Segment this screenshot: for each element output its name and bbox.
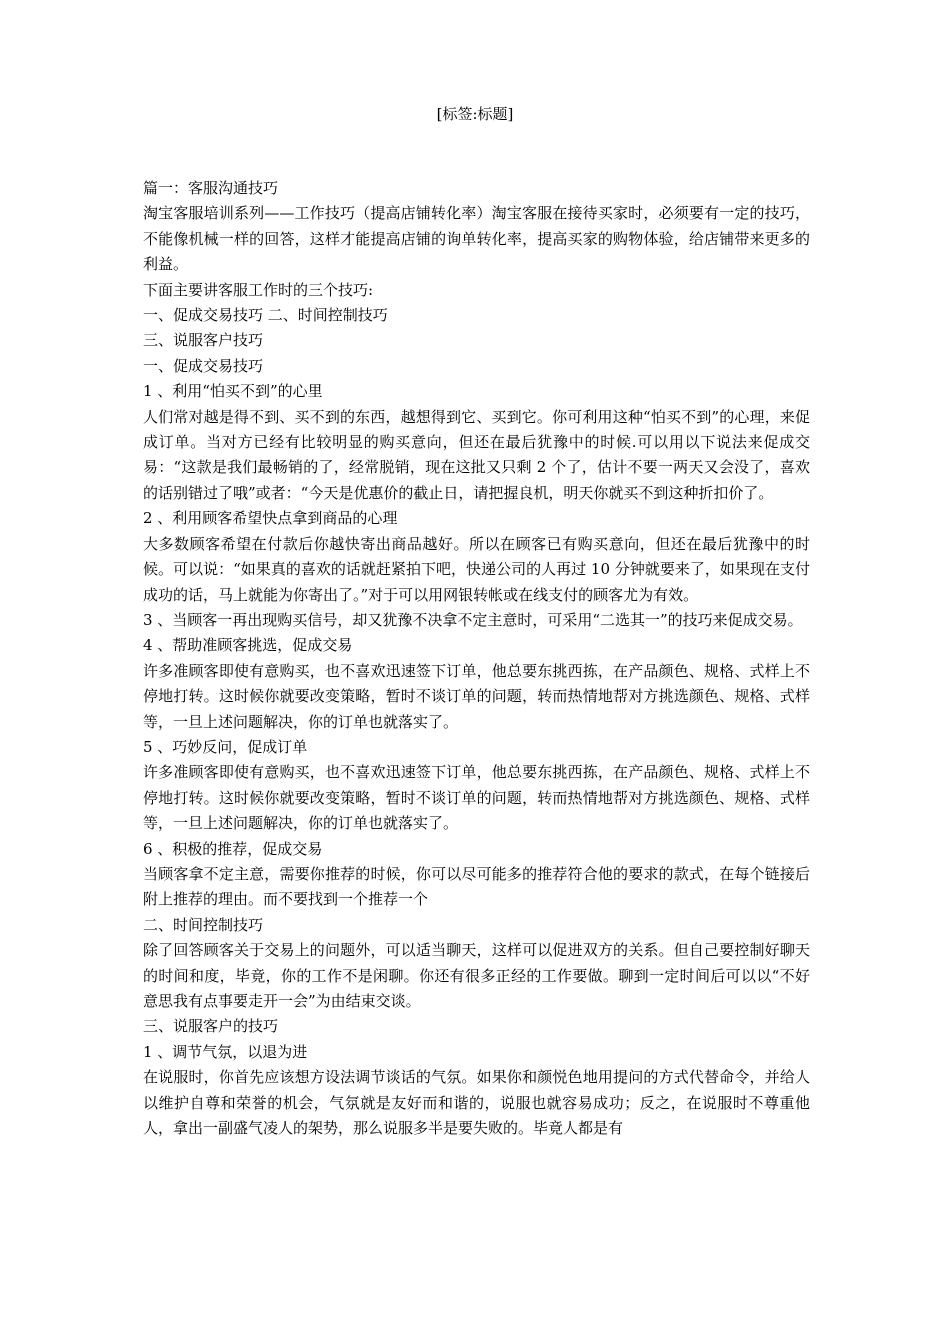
paragraph: 6 、积极的推荐，促成交易: [143, 839, 323, 858]
document-title: [标签:标题]: [436, 105, 514, 123]
paragraph: 在说服时，你首先应该想方设法调节谈话的气氛。如果你和颜悦色地用提问的方式代替命令，并给人以维护自尊和荣誉的机会，气氛就是友好而和谐的，说服也就容易成功；反之，在说服时不尊重他人，拿出一副盛气凌人的架势，那么说服多半是要失败的。毕竟人都是有: [143, 1068, 810, 1138]
paragraph: 5 、巧妙反问，促成订单: [143, 737, 308, 756]
paragraph: 淘宝客服培训系列——工作技巧（提高店铺转化率）淘宝客服在接待买家时，必须要有一定的技巧，不能像机械一样的回答，这样才能提高店铺的询单转化率，提高买家的购物体验，给店铺带来更多的利益。: [143, 204, 810, 274]
paragraph: 下面主要讲客服工作时的三个技巧:: [143, 280, 374, 299]
paragraph: 三、说服客户的技巧: [143, 1017, 279, 1036]
paragraph: 人们常对越是得不到、买不到的东西，越想得到它、买到它。你可利用这种“怕买不到”的心理，来促成订单。当对方已经有比较明显的购买意向，但还在最后犹豫中的时候.可以用以下说法来促成交易：“这款是我们最畅销的了，经常脱销，现在这批又只剩 2 个了，估计不要一两天又会没了，喜欢的话别错过了哦”或者：“今天是优惠价的截止日，请把握良机，明天你就买不到这种折扣价了。: [143, 407, 810, 502]
paragraph: 1 、调节气氛，以退为进: [143, 1042, 308, 1061]
paragraph: 二、时间控制技巧: [143, 915, 264, 934]
paragraph: 许多准顾客即使有意购买，也不喜欢迅速签下订单，他总要东挑西拣，在产品颜色、规格、式样上不停地打转。这时候你就要改变策略，暂时不谈订单的问题，转而热情地帮对方挑选颜色、规格、式样等，一旦上述问题解决，你的订单也就落实了。: [143, 763, 810, 833]
paragraph: 许多准顾客即使有意购买，也不喜欢迅速签下订单，他总要东挑西拣，在产品颜色、规格、式样上不停地打转。这时候你就要改变策略，暂时不谈订单的问题，转而热情地帮对方挑选颜色、规格、式样等，一旦上述问题解决，你的订单也就落实了。: [143, 661, 810, 731]
paragraph: 3 、当顾客一再出现购买信号，却又犹豫不决拿不定主意时，可采用“二选其一”的技巧来促成交易。: [143, 610, 803, 629]
paragraph: 1 、利用“怕买不到”的心里: [143, 382, 323, 401]
paragraph: 三、说服客户技巧: [143, 331, 264, 350]
paragraph: 4 、帮助准顾客挑选，促成交易: [143, 636, 353, 655]
paragraph: 篇一：客服沟通技巧: [143, 179, 279, 197]
document-body: [143, 176, 810, 1141]
paragraph: 除了回答顾客关于交易上的问题外，可以适当聊天，这样可以促进双方的关系。但自己要控制好聊天的时间和度，毕竟，你的工作不是闲聊。你还有很多正经的工作要做。聊到一定时间后可以以“不好意思我有点事要走开一会”为由结束交谈。: [143, 941, 810, 1010]
paragraph: 一、促成交易技巧 二、时间控制技巧: [143, 306, 388, 325]
paragraph: 一、促成交易技巧: [143, 356, 264, 375]
paragraph: 2 、利用顾客希望快点拿到商品的心理: [143, 509, 398, 528]
paragraph: 大多数顾客希望在付款后你越快寄出商品越好。所以在顾客已有购买意向，但还在最后犹豫中的时候。可以说：“如果真的喜欢的话就赶紧拍下吧，快递公司的人再过 10 分钟就要来了，如果现在支付成功的话，马上就能为你寄出了。”对于可以用网银转帐或在线支付的顾客尤为有效。: [143, 534, 810, 604]
paragraph: 当顾客拿不定主意，需要你推荐的时候，你可以尽可能多的推荐符合他的要求的款式，在每个链接后附上推荐的理由。而不要找到一个推荐一个: [143, 864, 810, 909]
